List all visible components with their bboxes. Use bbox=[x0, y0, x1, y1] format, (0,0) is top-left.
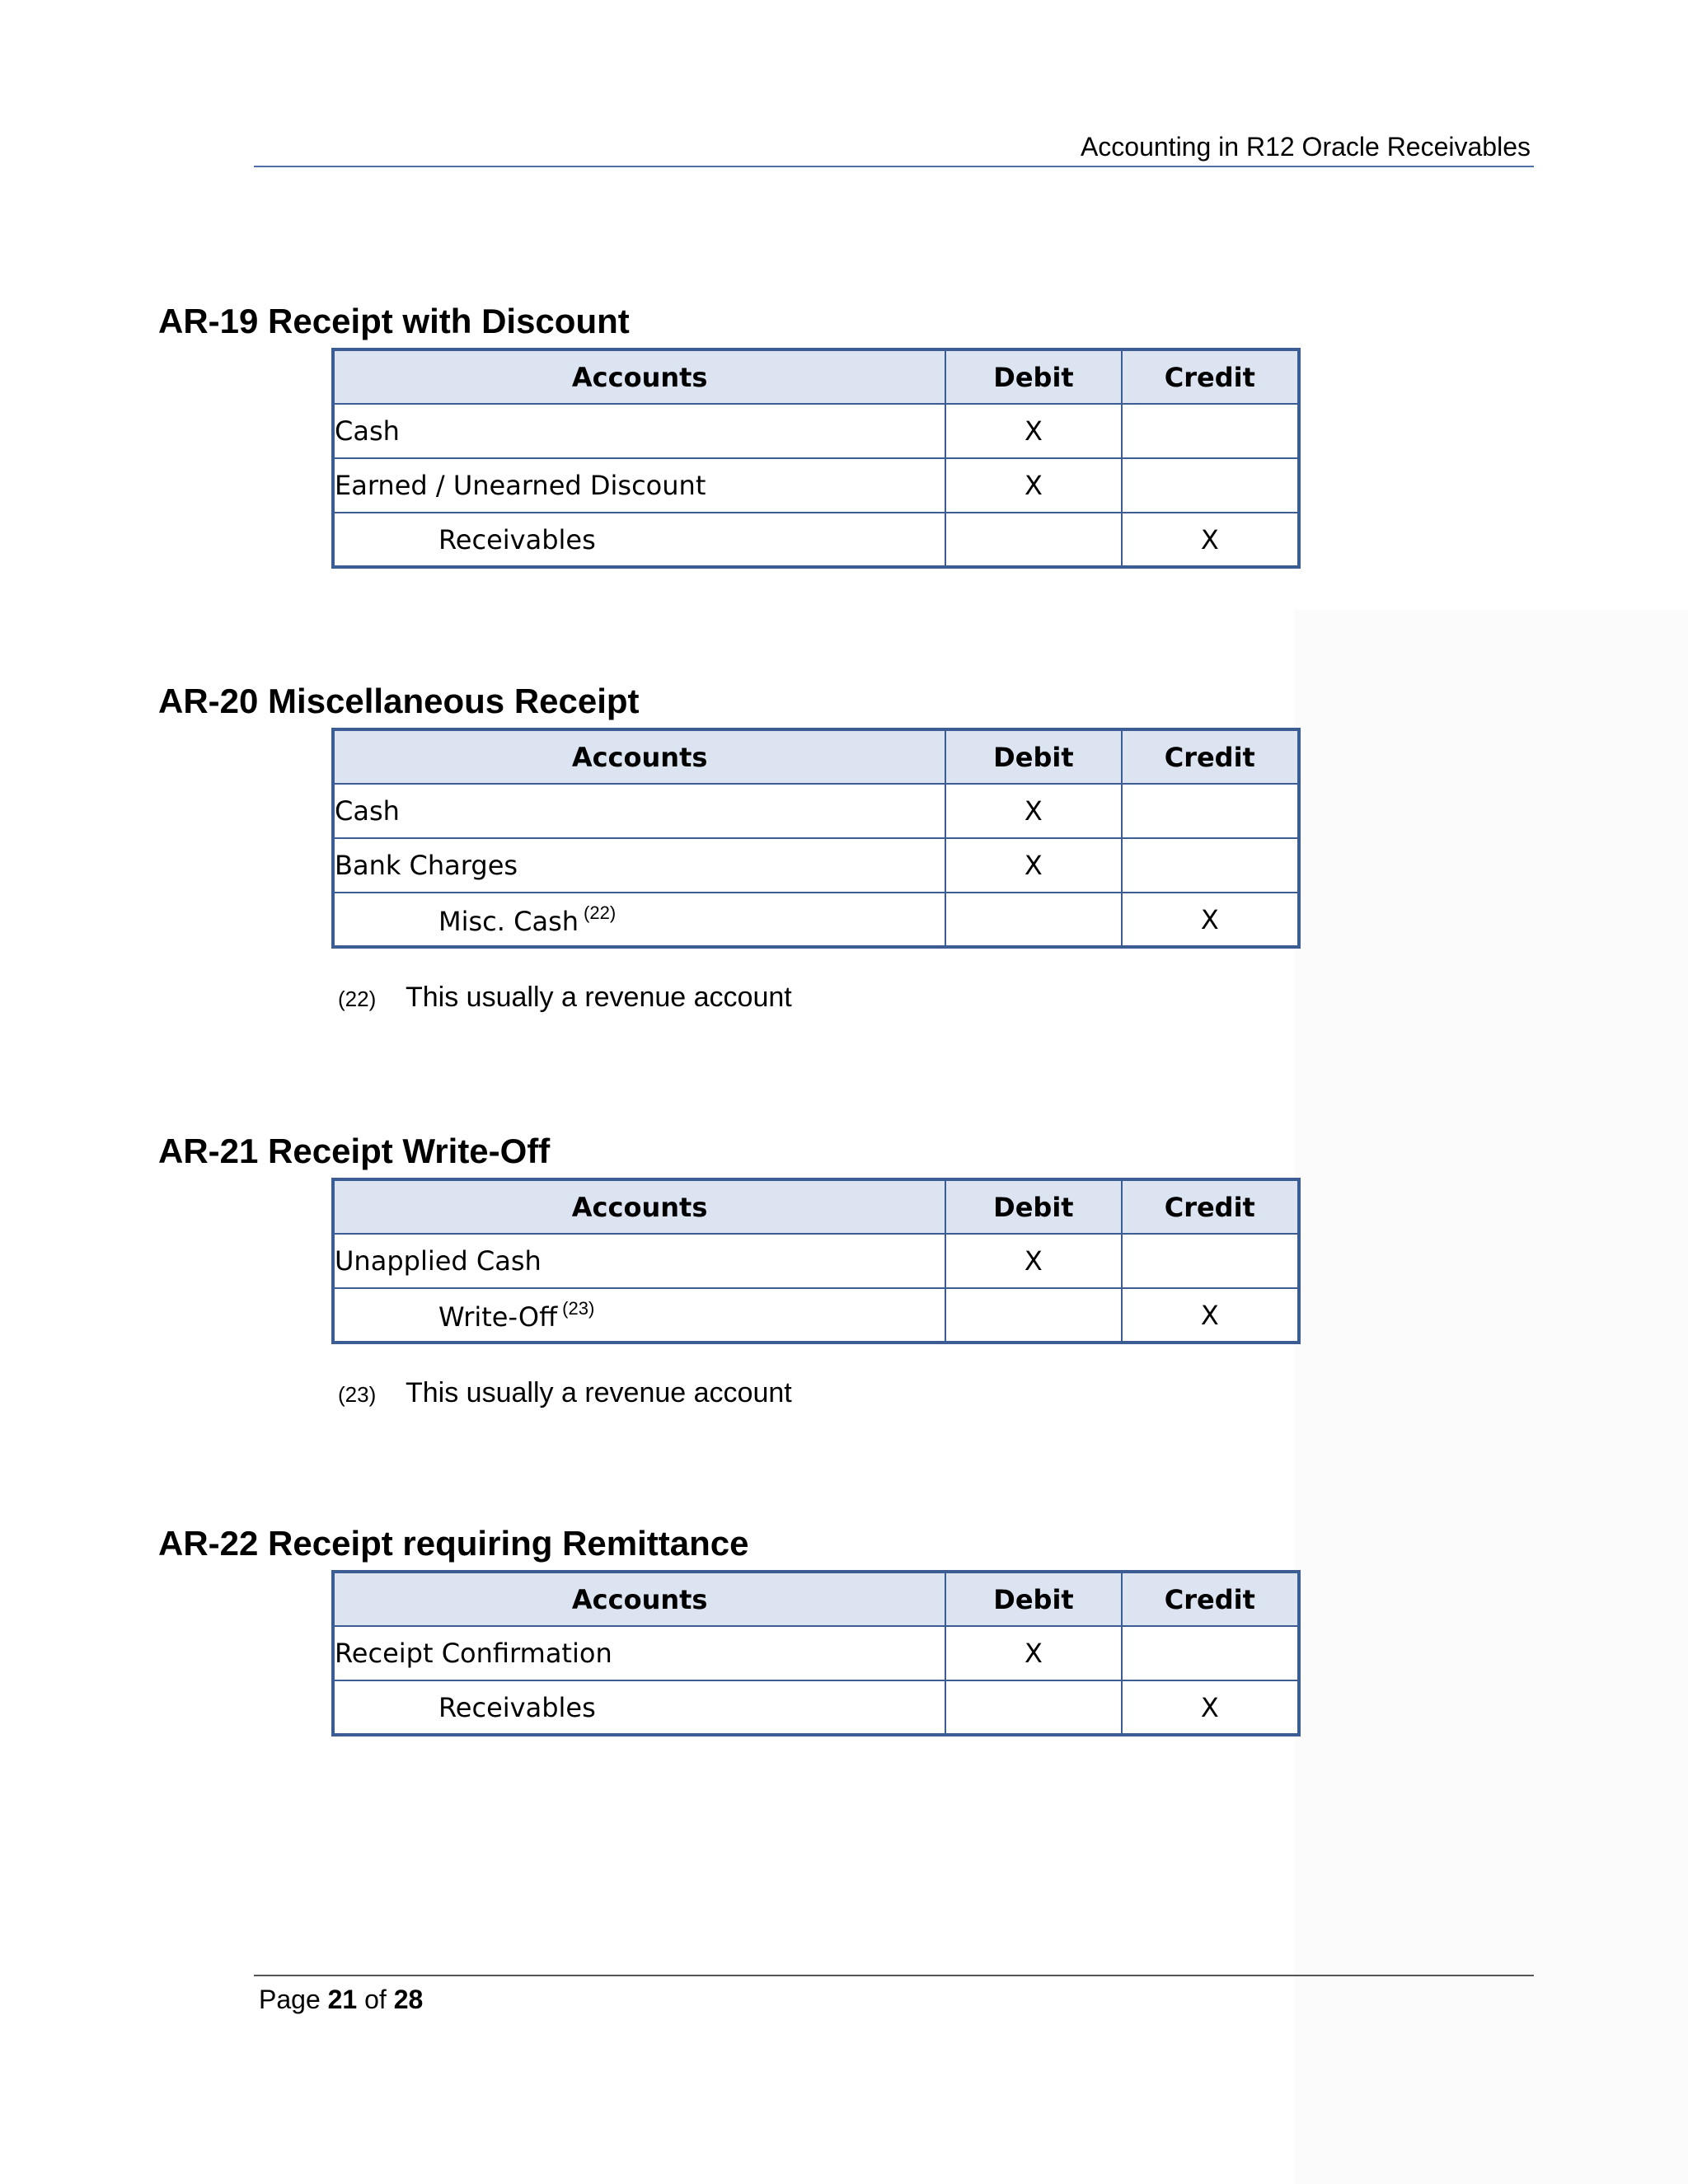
page-number: 21 bbox=[327, 1985, 358, 2014]
debit-cell: X bbox=[945, 838, 1121, 893]
column-header-debit: Debit bbox=[945, 1179, 1121, 1234]
header-title: Accounting in R12 Oracle Receivables bbox=[1080, 132, 1531, 162]
credit-cell bbox=[1122, 1234, 1299, 1288]
table-header-row bbox=[333, 1179, 1299, 1234]
section-ar-22 bbox=[158, 1522, 1301, 1736]
debit-cell: X bbox=[945, 458, 1121, 513]
table-row bbox=[333, 1680, 1299, 1735]
table-header-row bbox=[333, 1572, 1299, 1626]
section-title: AR-19 Receipt with Discount bbox=[158, 302, 630, 340]
section-ar-20 bbox=[158, 680, 1301, 1014]
table-header-row bbox=[333, 729, 1299, 784]
credit-cell bbox=[1122, 784, 1299, 838]
journal-table bbox=[331, 1178, 1301, 1344]
table-row bbox=[333, 1626, 1299, 1680]
account-cell: Cash bbox=[333, 784, 945, 838]
column-header-accounts: Accounts bbox=[333, 1572, 945, 1626]
column-header-debit: Debit bbox=[945, 729, 1121, 784]
column-header-accounts: Accounts bbox=[333, 1179, 945, 1234]
journal-table bbox=[331, 348, 1301, 569]
page-footer bbox=[254, 1975, 1534, 2015]
debit-cell: X bbox=[945, 1626, 1121, 1680]
table-row bbox=[333, 1288, 1299, 1343]
debit-cell bbox=[945, 893, 1121, 947]
credit-cell bbox=[1122, 1626, 1299, 1680]
page-header bbox=[254, 132, 1534, 167]
section-title: AR-20 Miscellaneous Receipt bbox=[158, 682, 640, 720]
credit-cell: X bbox=[1122, 1680, 1299, 1735]
table-row bbox=[333, 513, 1299, 567]
column-header-credit: Credit bbox=[1122, 349, 1299, 404]
account-label: Misc. Cash bbox=[438, 905, 579, 937]
table-row bbox=[333, 784, 1299, 838]
page-of-label: of bbox=[364, 1985, 387, 2014]
table-row bbox=[333, 404, 1299, 458]
credit-cell bbox=[1122, 404, 1299, 458]
credit-cell: X bbox=[1122, 1288, 1299, 1343]
credit-cell: X bbox=[1122, 513, 1299, 567]
column-header-debit: Debit bbox=[945, 1572, 1121, 1626]
account-cell: Earned / Unearned Discount bbox=[333, 458, 945, 513]
credit-cell bbox=[1122, 838, 1299, 893]
table-row bbox=[333, 838, 1299, 893]
footnote-text: This usually a revenue account bbox=[406, 982, 792, 1013]
account-cell bbox=[333, 893, 945, 947]
section-title: AR-22 Receipt requiring Remittance bbox=[158, 1524, 749, 1563]
section-title: AR-21 Receipt Write-Off bbox=[158, 1132, 551, 1170]
debit-cell bbox=[945, 1288, 1121, 1343]
journal-table bbox=[331, 728, 1301, 949]
section-ar-21 bbox=[158, 1130, 1301, 1409]
footnote bbox=[338, 1377, 1301, 1409]
page-label: Page bbox=[259, 1985, 321, 2014]
column-header-debit: Debit bbox=[945, 349, 1121, 404]
table-row bbox=[333, 458, 1299, 513]
account-cell: Cash bbox=[333, 404, 945, 458]
debit-cell: X bbox=[945, 404, 1121, 458]
footnote bbox=[338, 982, 1301, 1014]
debit-cell bbox=[945, 1680, 1121, 1735]
credit-cell: X bbox=[1122, 893, 1299, 947]
table-row bbox=[333, 893, 1299, 947]
account-cell: Receivables bbox=[333, 513, 945, 567]
column-header-credit: Credit bbox=[1122, 1572, 1299, 1626]
journal-table bbox=[331, 1570, 1301, 1736]
footnote-reference: (22) bbox=[584, 902, 617, 923]
account-cell: Receivables bbox=[333, 1680, 945, 1735]
account-cell bbox=[333, 1288, 945, 1343]
table-row bbox=[333, 1234, 1299, 1288]
page-total: 28 bbox=[393, 1985, 424, 2014]
page-shade bbox=[1294, 610, 1688, 2184]
footnote-reference: (23) bbox=[562, 1297, 595, 1319]
table-header-row bbox=[333, 349, 1299, 404]
column-header-accounts: Accounts bbox=[333, 729, 945, 784]
section-ar-19 bbox=[158, 300, 1301, 569]
debit-cell: X bbox=[945, 784, 1121, 838]
debit-cell: X bbox=[945, 1234, 1121, 1288]
account-cell: Unapplied Cash bbox=[333, 1234, 945, 1288]
footnote-text: This usually a revenue account bbox=[406, 1377, 792, 1408]
account-cell: Receipt Confirmation bbox=[333, 1626, 945, 1680]
credit-cell bbox=[1122, 458, 1299, 513]
column-header-credit: Credit bbox=[1122, 1179, 1299, 1234]
column-header-accounts: Accounts bbox=[333, 349, 945, 404]
footnote-mark: (23) bbox=[338, 1382, 377, 1407]
account-label: Write-Off bbox=[438, 1301, 558, 1333]
debit-cell bbox=[945, 513, 1121, 567]
column-header-credit: Credit bbox=[1122, 729, 1299, 784]
footnote-mark: (22) bbox=[338, 987, 377, 1011]
account-cell: Bank Charges bbox=[333, 838, 945, 893]
